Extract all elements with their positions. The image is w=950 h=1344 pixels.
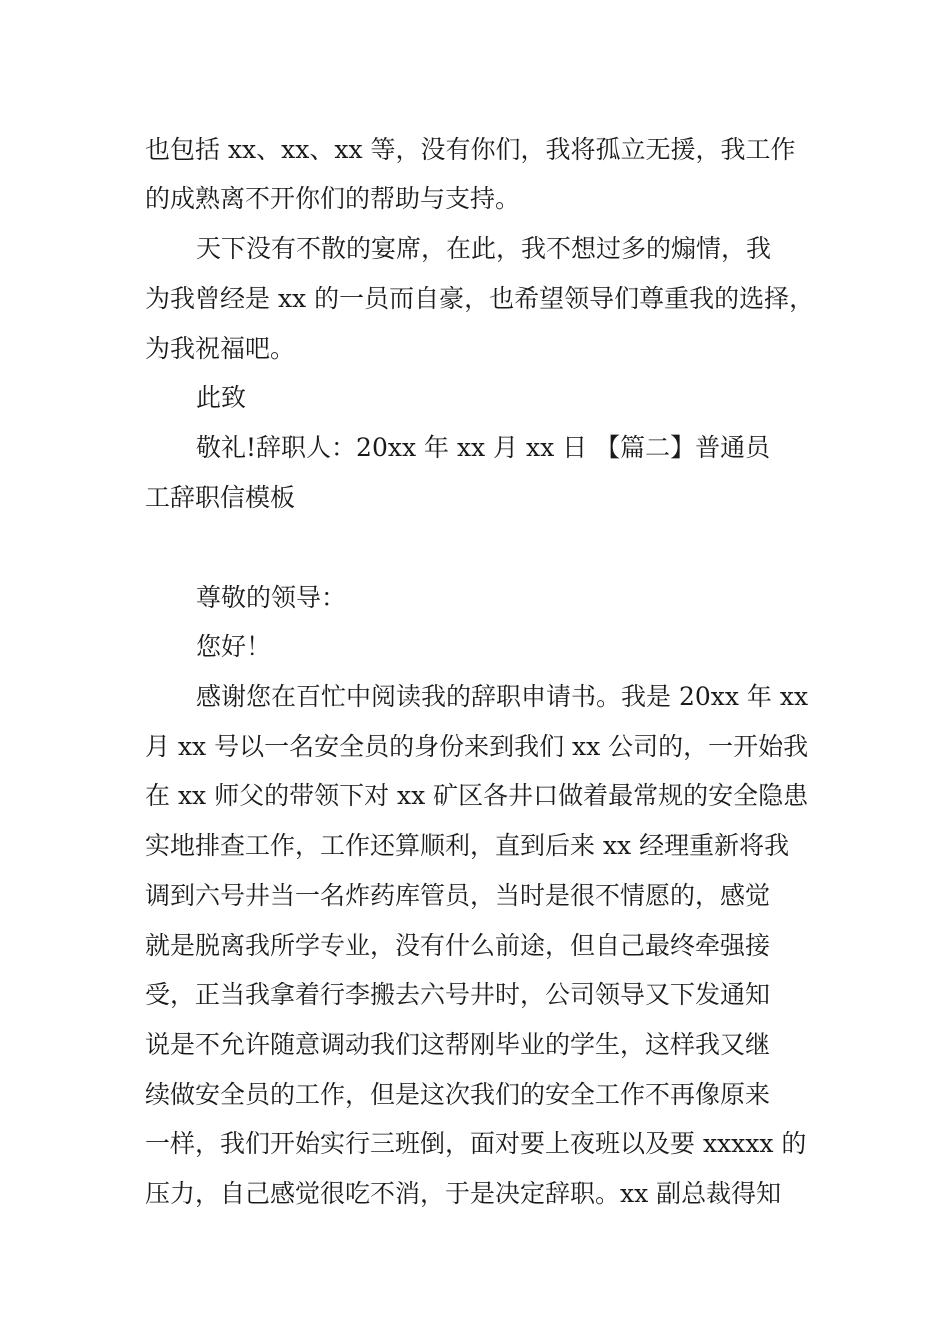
text-line: 您好！ — [196, 632, 272, 661]
text-line: 月 xx 号以一名安全员的身份来到我们 xx 公司的，一开始我 — [145, 732, 809, 761]
text-line: 为我曾经是 xx 的一员而自豪，也希望领导们尊重我的选择， — [145, 284, 815, 313]
text-line: 实地排查工作，工作还算顺利，直到后来 xx 经理重新将我 — [145, 831, 790, 860]
text-line: 天下没有不散的宴席，在此，我不想过多的煽情，我 — [196, 234, 772, 263]
text-line: 说是不允许随意调动我们这帮刚毕业的学生，这样我又继 — [145, 1030, 771, 1059]
text-line: 敬礼!辞职人：20xx 年 xx 月 xx 日 【篇二】普通员 — [196, 433, 771, 462]
text-line: 压力，自己感觉很吃不消，于是决定辞职。xx 副总裁得知 — [145, 1179, 782, 1208]
text-line: 一样，我们开始实行三班倒，面对要上夜班以及要 xxxxx 的 — [145, 1129, 807, 1158]
text-line: 在 xx 师父的带领下对 xx 矿区各井口做着最常规的安全隐患 — [145, 781, 809, 810]
text-line: 尊敬的领导： — [196, 583, 347, 612]
text-line: 感谢您在百忙中阅读我的辞职申请书。我是 20xx 年 xx — [196, 682, 809, 711]
text-line: 此致 — [196, 383, 247, 412]
text-line: 的成熟离不开你们的帮助与支持。 — [145, 184, 521, 213]
text-line: 也包括 xx、xx、xx 等，没有你们，我将孤立无援，我工作 — [145, 135, 796, 164]
text-line: 受，正当我拿着行李搬去六号井时，公司领导又下发通知 — [145, 980, 771, 1009]
text-line: 调到六号井当一名炸药库管员，当时是很不情愿的，感觉 — [145, 881, 771, 910]
text-line: 续做安全员的工作，但是这次我们的安全工作不再像原来 — [145, 1080, 771, 1109]
text-line: 为我祝福吧。 — [145, 334, 296, 363]
text-line: 工辞职信模板 — [145, 483, 296, 512]
text-line: 就是脱离我所学专业，没有什么前途，但自己最终牵强接 — [145, 931, 771, 960]
